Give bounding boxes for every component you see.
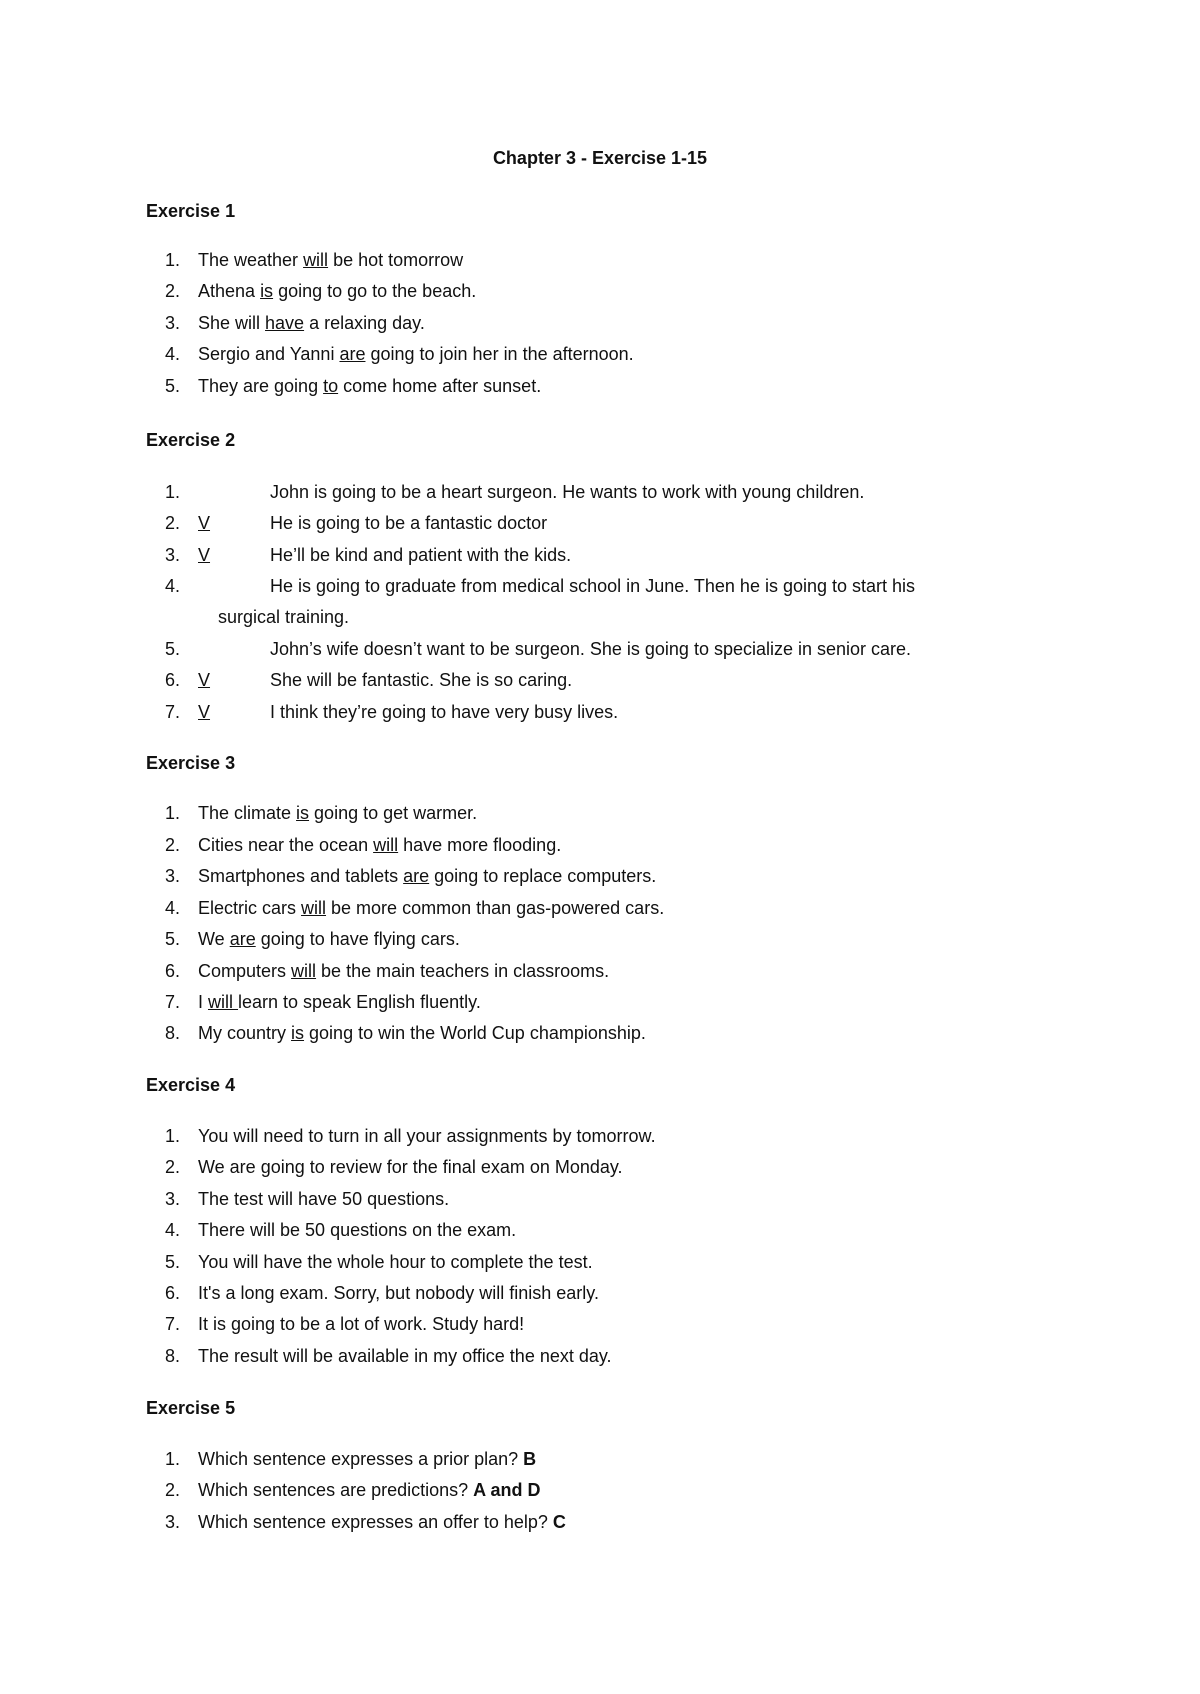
- list-item: 4. There will be 50 questions on the exam.: [164, 1220, 517, 1240]
- list-item: 7. It is going to be a lot of work. Study hard!: [164, 1314, 525, 1334]
- check-mark: V: [198, 670, 211, 690]
- list-item: 3. The test will have 50 questions.: [164, 1189, 450, 1209]
- exercise-1-heading: Exercise 1: [146, 201, 236, 221]
- list-item: 6. Computers will be the main teachers in classrooms.: [164, 961, 610, 981]
- list-item: 2. Which sentences are predictions? A and D: [164, 1480, 541, 1500]
- list-item: 2. We are going to review for the final exam on Monday.: [164, 1157, 623, 1177]
- list-item: 3. She will have a relaxing day.: [164, 313, 425, 333]
- list-item: 6. V She will be fantastic. She is so caring.: [164, 670, 573, 690]
- list-item: 2. Athena is going to go to the beach.: [164, 281, 477, 301]
- list-item: 3. V He’ll be kind and patient with the kids.: [164, 545, 572, 565]
- list-item: 8. The result will be available in my office the next day.: [164, 1346, 612, 1366]
- exercise-5-heading: Exercise 5: [146, 1398, 236, 1418]
- list-item: 7. V I think they’re going to have very busy lives.: [164, 702, 619, 722]
- exercise-4-heading: Exercise 4: [146, 1075, 236, 1095]
- list-item-continuation: surgical training.: [218, 607, 350, 627]
- check-mark: V: [198, 545, 211, 565]
- list-item: 1. The climate is going to get warmer.: [164, 803, 478, 823]
- list-item: 3. Which sentence expresses an offer to help? C: [164, 1512, 566, 1532]
- exercise-3-heading: Exercise 3: [146, 753, 236, 773]
- list-item: 4. Sergio and Yanni are going to join her in the afternoon.: [164, 344, 634, 364]
- list-item: 1. John is going to be a heart surgeon. He wants to work with young children.: [164, 482, 865, 502]
- list-item: 1. You will need to turn in all your assignments by tomorrow.: [164, 1126, 656, 1146]
- list-item: 3. Smartphones and tablets are going to replace computers.: [164, 866, 657, 886]
- list-item: 4. Electric cars will be more common than gas-powered cars.: [164, 898, 665, 918]
- list-item: 6. It's a long exam. Sorry, but nobody will finish early.: [164, 1283, 599, 1303]
- list-item: 5. They are going to come home after sunset.: [164, 376, 542, 396]
- check-mark: V: [198, 702, 211, 722]
- list-item: 1. Which sentence expresses a prior plan? B: [164, 1449, 537, 1469]
- list-item: 4. He is going to graduate from medical school in June. Then he is going to start his: [164, 576, 916, 596]
- list-item: 5. You will have the whole hour to complete the test.: [164, 1252, 593, 1272]
- list-item: 8. My country is going to win the World Cup championship.: [164, 1023, 646, 1043]
- list-item: 2. V He is going to be a fantastic doctor: [164, 513, 548, 533]
- list-item: 5. We are going to have flying cars.: [164, 929, 460, 949]
- list-item: 5. John’s wife doesn’t want to be surgeon. She is going to specialize in senior care.: [164, 639, 912, 659]
- list-item: 1. The weather will be hot tomorrow: [164, 250, 464, 270]
- list-item: 2. Cities near the ocean will have more flooding.: [164, 835, 562, 855]
- list-item: 7. I will learn to speak English fluently.: [164, 992, 481, 1012]
- check-mark: V: [198, 513, 211, 533]
- exercise-2-heading: Exercise 2: [146, 430, 236, 450]
- page-title: Chapter 3 - Exercise 1-15: [492, 148, 708, 168]
